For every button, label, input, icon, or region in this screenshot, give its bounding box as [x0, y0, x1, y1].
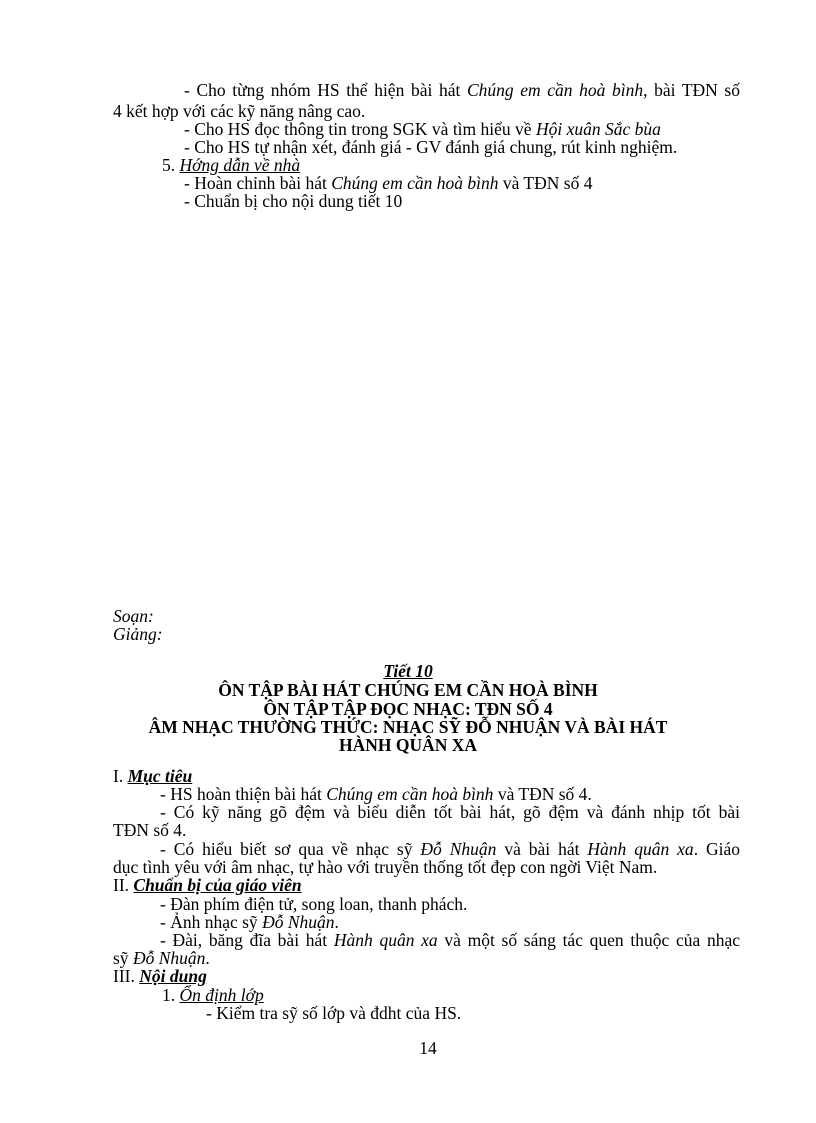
body-line: dục tình yêu với âm nhạc, tự hào với truyền thống tốt đẹp con ngời Việt Nam. — [113, 857, 658, 877]
date-soan: Soạn: — [113, 606, 154, 626]
section-heading: III. Nội dung — [113, 966, 207, 986]
body-line: - Có kỹ năng gõ đệm và biểu diễn tốt bài hát, gõ đệm và đánh nhịp tốt bài — [160, 802, 740, 822]
body-line: - Hoàn chỉnh bài hát Chúng em cần hoà bình và TĐN số 4 — [184, 173, 593, 193]
date-giang: Giảng: — [113, 624, 163, 644]
body-line: - Đàn phím điện tử, song loan, thanh phách. — [160, 894, 468, 914]
body-line: - HS hoàn thiện bài hát Chúng em cần hoà bình và TĐN số 4. — [160, 784, 592, 804]
lesson-title: ÔN TẬP TẬP ĐỌC NHẠC: TĐN SỐ 4 — [263, 699, 553, 719]
body-line: 4 kết hợp với các kỹ năng nâng cao. — [113, 101, 366, 121]
list-item-heading: 5. Hớng dẫn về nhà — [162, 155, 301, 175]
body-line: - Cho từng nhóm HS thể hiện bài hát Chúng em cần hoà bình, bài TĐN số — [184, 80, 740, 100]
body-line: - Cho HS tự nhận xét, đánh giá - GV đánh giá chung, rút kinh nghiệm. — [184, 137, 678, 157]
body-line: sỹ Đỗ Nhuận. — [113, 948, 210, 968]
list-item-heading: 1. Ổn định lớp — [162, 985, 264, 1005]
body-line: - Cho HS đọc thông tin trong SGK và tìm hiểu về Hội xuân Sắc bùa — [184, 119, 661, 139]
page-number: 14 — [419, 1038, 437, 1058]
body-line: - Có hiểu biết sơ qua về nhạc sỹ Đỗ Nhuận và bài hát Hành quân xa. Giáo — [160, 839, 741, 859]
body-line: - Đài, băng đĩa bài hát Hành quân xa và một số sáng tác quen thuộc của nhạc — [160, 930, 740, 950]
section-heading: II. Chuẩn bị của giáo viên — [113, 875, 302, 895]
lesson-title: HÀNH QUÂN XA — [338, 735, 478, 755]
body-line: - Chuẩn bị cho nội dung tiết 10 — [184, 191, 403, 211]
body-line: - Kiểm tra sỹ số lớp và đdht của HS. — [206, 1003, 462, 1023]
lesson-number: Tiết 10 — [383, 661, 433, 681]
lesson-title: ÂM NHẠC THƯỜNG THỨC: NHẠC SỸ ĐỖ NHUẬN VÀ BÀI HÁT — [148, 717, 668, 737]
section-heading: I. Mục tiêu — [113, 766, 193, 786]
body-line: - Ảnh nhạc sỹ Đỗ Nhuận. — [160, 912, 339, 932]
body-line: TĐN số 4. — [113, 820, 187, 840]
lesson-title: ÔN TẬP BÀI HÁT CHÚNG EM CẦN HOÀ BÌNH — [218, 680, 598, 700]
